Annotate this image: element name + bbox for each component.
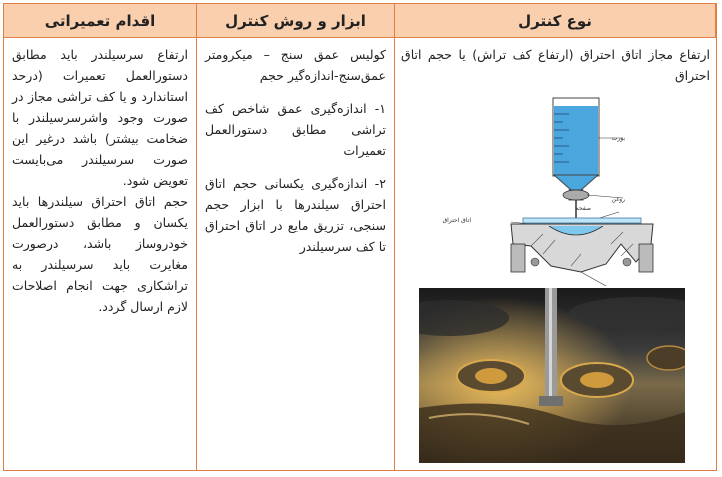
header-control-type: نوع کنترل bbox=[395, 4, 716, 38]
label-plate: صفحه bbox=[575, 205, 591, 212]
tools-step-1: ۱- اندازه‌گیری عمق شاخص کف تراشی مطابق دستورالعمل تعمیرات bbox=[205, 101, 386, 158]
control-table bbox=[3, 3, 717, 471]
label-oil: روغن bbox=[611, 196, 625, 203]
tools-step-2: ۲- اندازه‌گیری یکسانی حجم اتاق احتراق سیلندرها با ابزار حجم سنجی، تزریق مایع در اتاق احتراق تا کف سرسیلندر bbox=[205, 176, 386, 254]
cylinder-head-photo bbox=[419, 288, 685, 463]
control-type-cell bbox=[395, 38, 716, 470]
header-actions: اقدام تعمیراتی bbox=[4, 4, 197, 38]
label-burette: بورت bbox=[611, 135, 625, 142]
control-type-description: ارتفاع مجاز اتاق احتراق (ارتفاع کف تراش) یا حجم اتاق احتراق bbox=[401, 47, 710, 83]
tools-intro: کولیس عمق سنج – میکرومتر عمق‌سنج-اندازه‌گیر حجم bbox=[205, 47, 386, 83]
actions-paragraph-1: ارتفاع سرسیلندر باید مطابق دستورالعمل تعمیرات (درحد استاندارد و یا کف تراشی مجاز در صورت وجود واشرسرسیلندر با ضخامت بیشتر) باشد درغیر این صورت سرسیلندر می‌بایست تعویض شود. bbox=[12, 47, 188, 188]
tools-cell bbox=[197, 38, 395, 470]
header-tools: ابزار و روش کنترل bbox=[197, 4, 395, 38]
actions-cell bbox=[4, 38, 197, 470]
label-combustion-chamber: اتاق احتراق bbox=[442, 217, 471, 224]
actions-paragraph-2: حجم اتاق احتراق سیلندرها باید یکسان و مطابق دستورالعمل خودروساز باشد، درصورت مغایرت باید سرسیلندر به تراشکاری جهت انجام اصلاحات لازم ارسال گردد. bbox=[12, 194, 188, 314]
burette-measurement-diagram bbox=[431, 94, 681, 319]
